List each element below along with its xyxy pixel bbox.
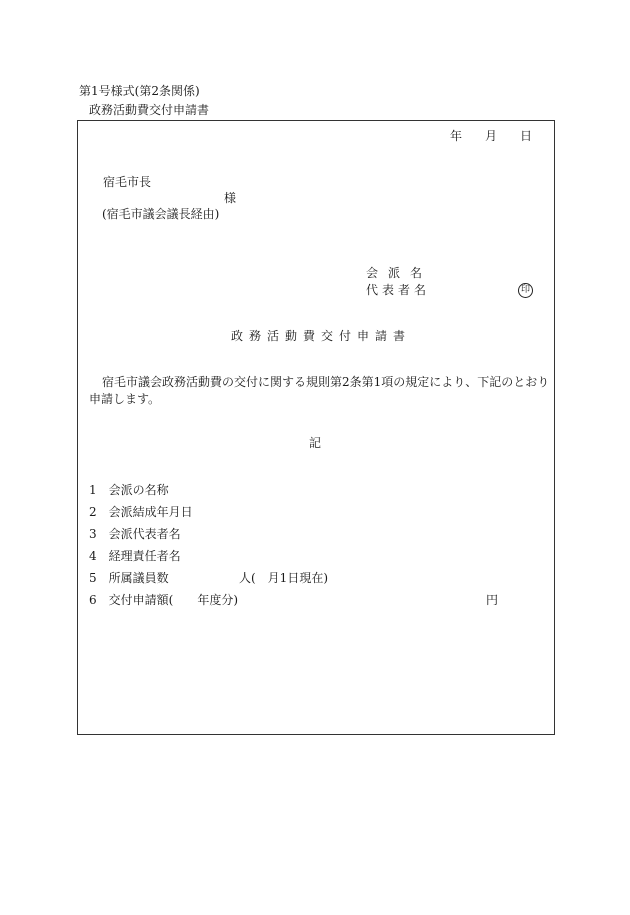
item-number: 6 [89,593,97,607]
date-day: 日 [520,129,533,143]
item-3 [89,528,181,540]
addressee-honorific: 様 [224,191,237,205]
item-number: 5 [89,571,97,585]
date-year: 年 [450,129,463,143]
item-label: 所属議員数 [108,571,169,585]
representative-label: 代表者名 [366,283,431,297]
body-line-1: 宿毛市議会政務活動費の交付に関する規則第2条第1項の規定により、下記のとおり [102,375,550,389]
item-number: 3 [89,527,97,541]
form-label: 第1号様式(第2条関係) [79,84,200,98]
item-label: 会派代表者名 [108,527,181,541]
item-label: 会派結成年月日 [108,505,193,519]
item-number: 2 [89,505,97,519]
form-subtitle: 政務活動費交付申請書 [89,103,210,117]
item-6-suffix: 円 [486,593,499,607]
item-2 [89,506,193,518]
addressee-name: 宿毛市長 [103,175,152,189]
faction-name-label: 会派名 [366,266,433,280]
seal-mark: 印 [518,283,533,298]
ki-heading: 記 [309,436,322,450]
body-line-2: 申請します。 [89,392,161,406]
document-title: 政務活動費交付申請書 [231,329,412,343]
item-4 [89,550,181,562]
item-5 [89,572,169,584]
item-label: 経理責任者名 [108,549,181,563]
item-number: 4 [89,549,97,563]
item-label: 交付申請額( 年度分) [108,593,239,607]
item-1 [89,484,169,496]
addressee-via: (宿毛市議会議長経由) [102,207,220,221]
item-label: 会派の名称 [108,483,169,497]
item-number: 1 [89,483,97,497]
date-month: 月 [485,129,498,143]
item-6 [89,594,238,606]
item-5-suffix: 人( 月1日現在) [239,571,328,585]
